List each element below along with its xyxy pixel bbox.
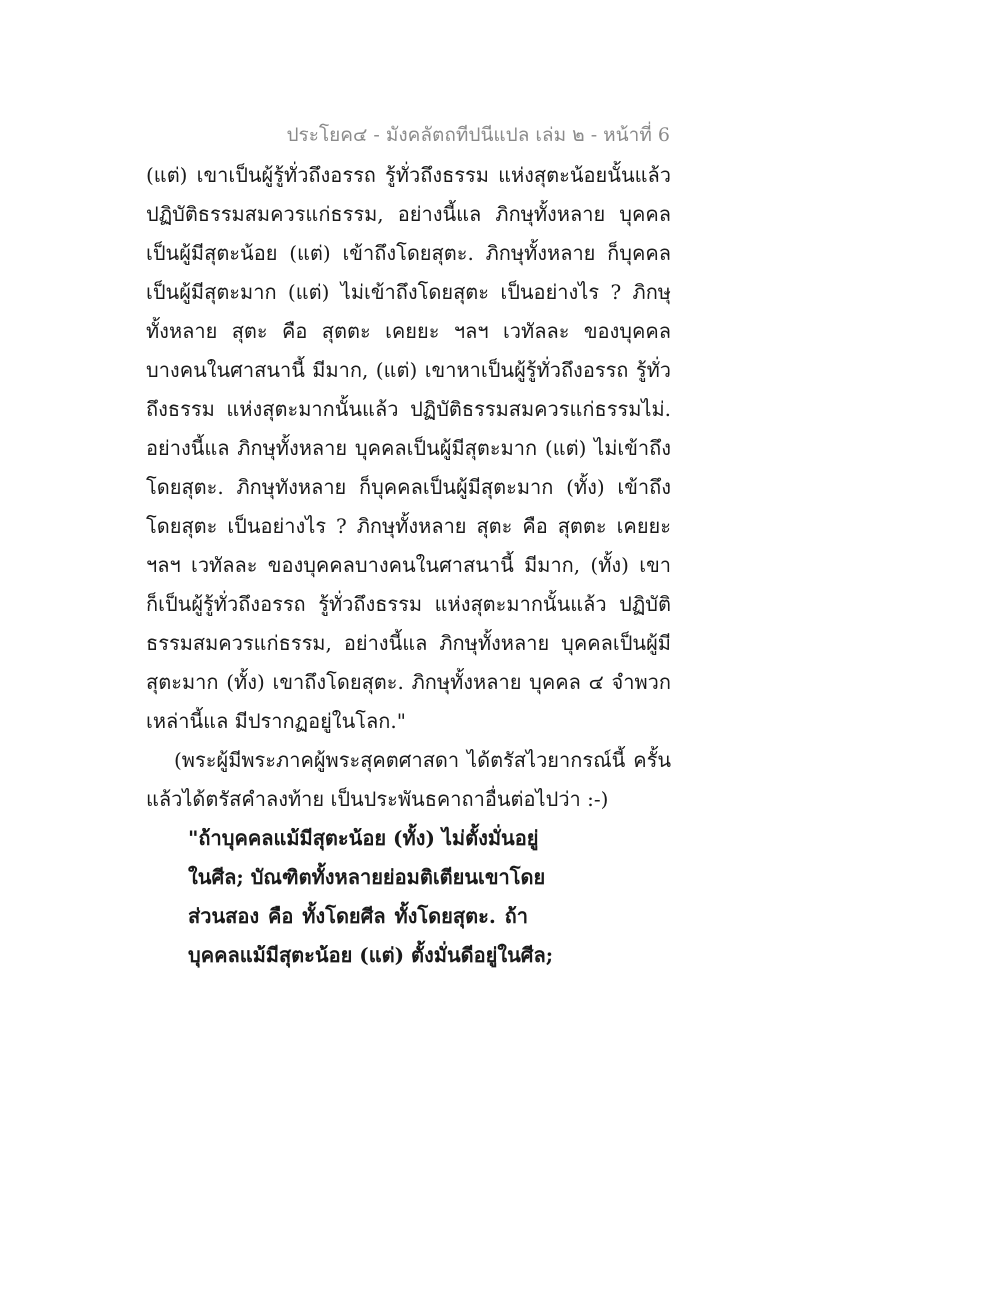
verse-line: บุคคลแม้มีสุตะน้อย (แต่) ตั้งมั่นดีอยู่ในศีล;	[188, 943, 554, 967]
text-line: โดยสุตะ. ภิกษุทังหลาย ก็บุคคลเป็นผู้มีสุตะมาก (ทั้ง) เข้าถึง	[146, 475, 671, 499]
text-line: (พระผู้มีพระภาคผู้พระสุคตศาสดา ได้ตรัสไวยากรณ์นี้ ครั้น	[174, 748, 671, 772]
text-line: ก็เป็นผู้รู้ทั่วถึงอรรถ รู้ทั่วถึงธรรม แห่งสุตะมากนั้นแล้ว ปฏิบัติ	[146, 592, 671, 616]
text-line: เหล่านี้แล มีปรากฏอยู่ในโลก."	[146, 709, 406, 733]
page-body	[146, 156, 671, 975]
text-line: ถึงธรรม แห่งสุตะมากนั้นแล้ว ปฏิบัติธรรมสมควรแก่ธรรมไม่.	[146, 397, 671, 421]
verse-line: ส่วนสอง คือ ทั้งโดยศีล ทั้งโดยสุตะ. ถ้า	[188, 904, 528, 928]
text-line: เป็นผู้มีสุตะมาก (แต่) ไม่เข้าถึงโดยสุตะ เป็นอย่างไร ? ภิกษุ	[146, 280, 671, 304]
verse-block	[146, 819, 554, 975]
text-line: ฯลฯ เวทัลละ ของบุคคลบางคนในศาสนานี้ มีมาก, (ทั้ง) เขา	[146, 553, 671, 577]
text-line: อย่างนี้แล ภิกษุทั้งหลาย บุคคลเป็นผู้มีสุตะมาก (แต่) ไม่เข้าถึง	[146, 436, 671, 460]
paragraph	[146, 156, 671, 741]
verse-line: "ถ้าบุคคลแม้มีสุตะน้อย (ทั้ง) ไม่ตั้งมั่นอยู่	[188, 826, 539, 850]
text-line: บางคนในศาสนานี้ มีมาก, (แต่) เขาหาเป็นผู้รู้ทั่วถึงอรรถ รู้ทั่ว	[146, 358, 671, 382]
running-header: ประโยค๔ - มังคลัตถทีปนีแปล เล่ม ๒ - หน้าที่ 6	[286, 124, 670, 146]
text-line: โดยสุตะ เป็นอย่างไร ? ภิกษุทั้งหลาย สุตะ คือ สุตตะ เคยยะ	[146, 514, 671, 538]
text-line: สุตะมาก (ทั้ง) เขาถึงโดยสุตะ. ภิกษุทั้งหลาย บุคคล ๔ จำพวก	[146, 670, 671, 694]
narration-paragraph	[146, 741, 671, 819]
text-line: ปฏิบัติธรรมสมควรแก่ธรรม, อย่างนี้แล ภิกษุทั้งหลาย บุคคล	[146, 202, 671, 226]
text-line: ทั้งหลาย สุตะ คือ สุตตะ เคยยะ ฯลฯ เวทัลละ ของบุคคล	[146, 319, 671, 343]
text-line: เป็นผู้มีสุตะน้อย (แต่) เข้าถึงโดยสุตะ. ภิกษุทั้งหลาย ก็บุคคล	[146, 241, 671, 265]
text-line: ธรรมสมควรแก่ธรรม, อย่างนี้แล ภิกษุทั้งหลาย บุคคลเป็นผู้มี	[146, 631, 671, 655]
text-line: (แต่) เขาเป็นผู้รู้ทั่วถึงอรรถ รู้ทั่วถึงธรรม แห่งสุตะน้อยนั้นแล้ว	[146, 163, 671, 187]
verse-line: ในศีล; บัณฑิตทั้งหลายย่อมติเตียนเขาโดย	[188, 865, 546, 889]
text-line: แล้วได้ตรัสคำลงท้าย เป็นประพันธคาถาอื่นต่อไปว่า :-)	[146, 787, 609, 811]
